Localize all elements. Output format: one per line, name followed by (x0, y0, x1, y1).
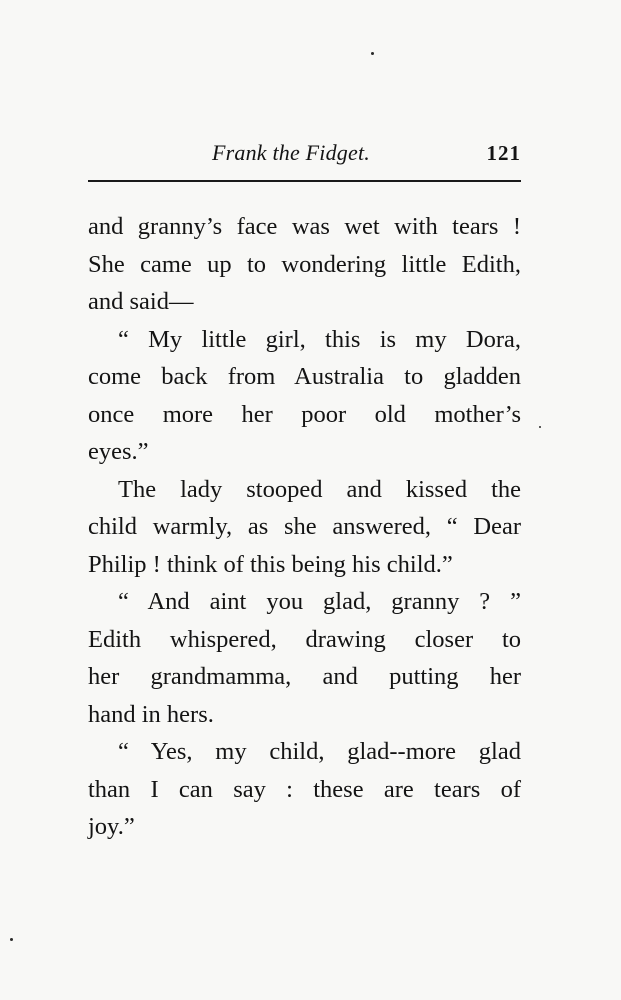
text-line: hand in hers. (88, 700, 214, 728)
text-line: her grandmamma, and putting her (88, 663, 521, 690)
text-line: Edith whispered, drawing closer to (88, 625, 521, 653)
running-title: Frank the Fidget. (212, 140, 370, 165)
text-line: child warmly, as she answered, “ Dear (88, 513, 521, 540)
text-line: eyes.” (88, 438, 149, 465)
text-line: The lady stooped and kissed the (118, 475, 521, 503)
page-number: 121 (486, 141, 521, 165)
running-head (88, 136, 521, 170)
text-line: She came up to wondering little Edith, (88, 250, 521, 278)
text-line: than I can say : these are tears of (88, 775, 521, 803)
header-rule (88, 180, 521, 182)
text-line: joy.” (88, 813, 135, 840)
text-line: and granny’s face was wet with tears ! (88, 213, 521, 240)
text-line: “ And aint you glad, granny ? ” (118, 588, 521, 615)
paper-speck (371, 52, 374, 55)
paper-speck (10, 938, 13, 941)
text-line: Philip ! think of this being his child.” (88, 550, 453, 578)
text-line: “ Yes, my child, glad--more glad (118, 738, 521, 765)
text-line: come back from Australia to gladden (88, 363, 521, 390)
text-line: and said— (88, 288, 194, 315)
paper-speck (539, 426, 541, 428)
body-text (88, 208, 521, 846)
text-line: “ My little girl, this is my Dora, (118, 325, 521, 353)
text-line: once more her poor old mother’s (88, 400, 521, 428)
